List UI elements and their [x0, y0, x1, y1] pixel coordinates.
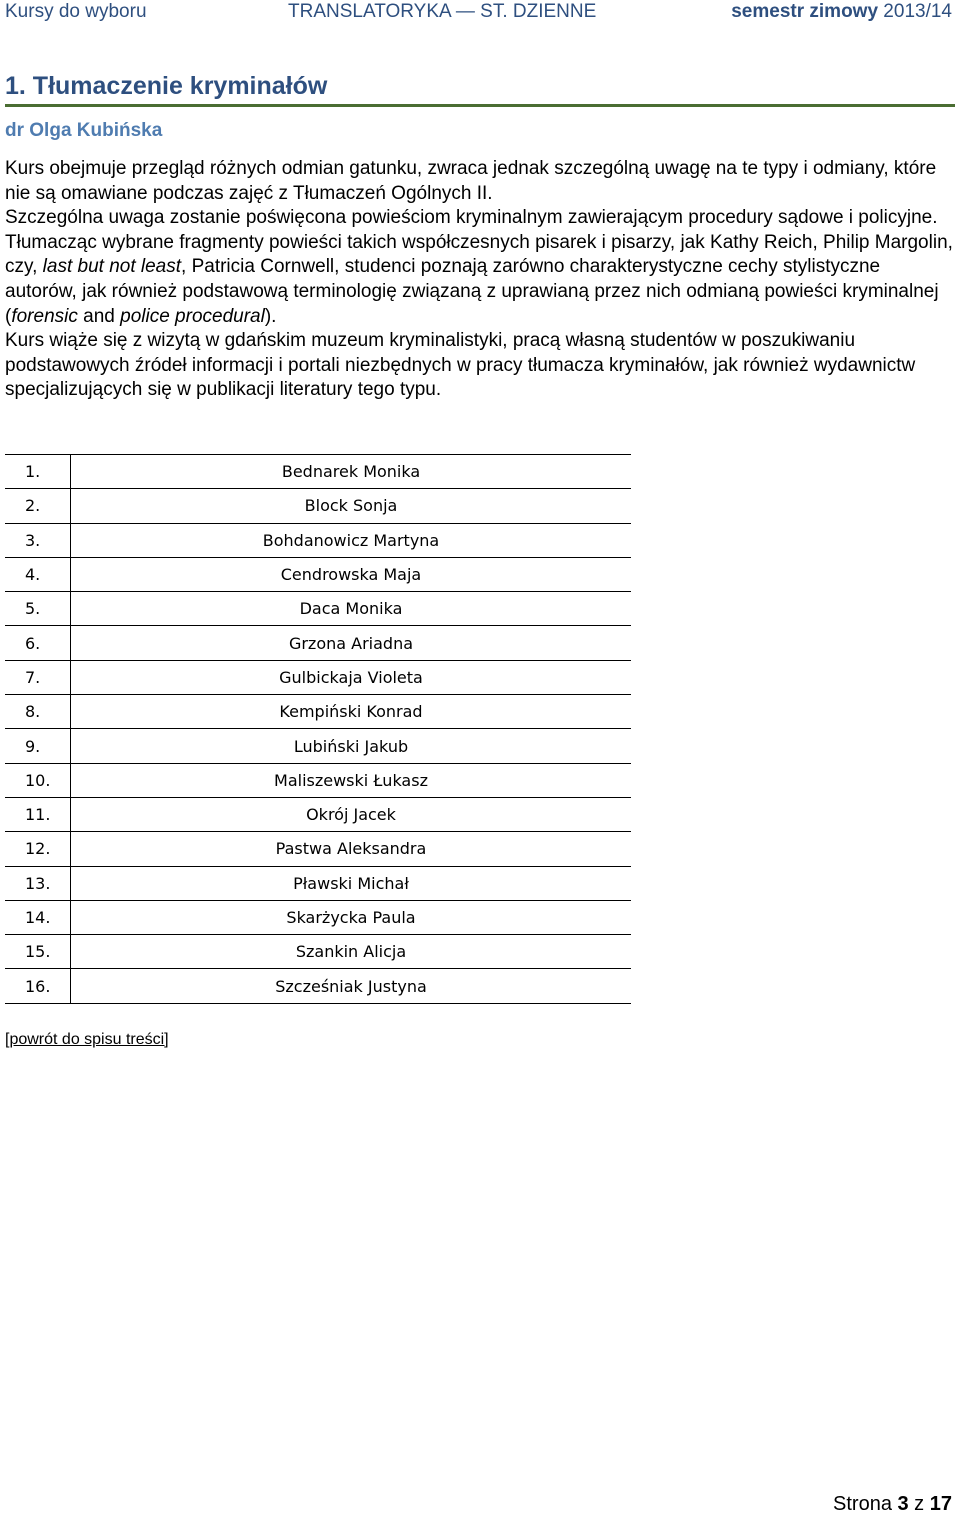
table-row — [5, 866, 631, 900]
student-number: 12. — [5, 832, 71, 866]
description-text: and — [77, 305, 121, 327]
description-text: Tłumacząc wybrane fragmenty powieści takich współczesnych pisarek i pisarzy, jak Kathy Reich, Philip Margolin, czy, — [5, 231, 953, 278]
table-row — [5, 489, 631, 523]
header-left: Kursy do wyboru — [5, 1, 147, 22]
student-name: Pławski Michał — [71, 866, 632, 900]
table-row — [5, 729, 631, 763]
student-list-table — [5, 454, 631, 1004]
footer-label: Strona — [833, 1493, 898, 1515]
student-number: 16. — [5, 969, 71, 1003]
table-row — [5, 455, 631, 489]
student-number: 4. — [5, 557, 71, 591]
student-number: 9. — [5, 729, 71, 763]
description-text: , Patricia Cornwell, studenci poznają zarówno charakterystyczne cechy stylistyczne autorów, jak również podstawową terminologię związaną z uprawianą przez nich odmianą powieści kryminalnej ( — [5, 256, 939, 327]
header-year: 2013/14 — [878, 1, 952, 22]
table-row — [5, 660, 631, 694]
student-number: 6. — [5, 626, 71, 660]
student-number: 7. — [5, 660, 71, 694]
table-row — [5, 832, 631, 866]
table-row — [5, 797, 631, 831]
table-row — [5, 557, 631, 591]
student-name: Okrój Jacek — [71, 797, 632, 831]
footer-separator: z — [908, 1493, 930, 1515]
table-row — [5, 592, 631, 626]
student-name: Bohdanowicz Martyna — [71, 523, 632, 557]
student-number: 10. — [5, 763, 71, 797]
description-text: ). — [264, 305, 277, 327]
table-row — [5, 695, 631, 729]
student-name: Szcześniak Justyna — [71, 969, 632, 1003]
header-right — [731, 1, 952, 23]
student-name: Gulbickaja Violeta — [71, 660, 632, 694]
table-row — [5, 900, 631, 934]
course-title: 1. Tłumaczenie kryminałów — [5, 72, 328, 100]
header-semester: semestr zimowy — [731, 1, 879, 22]
table-row — [5, 969, 631, 1003]
student-name: Pastwa Aleksandra — [71, 832, 632, 866]
student-number: 11. — [5, 797, 71, 831]
student-number: 14. — [5, 900, 71, 934]
student-number: 1. — [5, 455, 71, 489]
student-number: 15. — [5, 935, 71, 969]
description-paragraph-2: Szczególna uwaga zostanie poświęcona powieściom kryminalnym zawierającym procedury sądowe i policyjne. — [5, 207, 938, 229]
student-number: 13. — [5, 866, 71, 900]
student-number: 5. — [5, 592, 71, 626]
student-name: Kempiński Konrad — [71, 695, 632, 729]
description-paragraph-1: Kurs obejmuje przegląd różnych odmian gatunku, zwraca jednak szczególną uwagę na te typy i odmiany, które nie są omawiane podczas zajęć z Tłumaczeń Ogólnych II. — [5, 158, 937, 204]
student-name: Cendrowska Maja — [71, 557, 632, 591]
student-name: Skarżycka Paula — [71, 900, 632, 934]
student-name: Lubiński Jakub — [71, 729, 632, 763]
header-center: TRANSLATORYKA — ST. DZIENNE — [288, 1, 597, 22]
description-emphasis: last but not least — [42, 256, 182, 278]
description-paragraph-3 — [5, 231, 955, 329]
page-footer — [833, 1493, 952, 1516]
description-emphasis: police procedural — [120, 305, 265, 327]
student-name: Bednarek Monika — [71, 455, 632, 489]
footer-page-number: 3 — [897, 1493, 909, 1515]
student-number: 3. — [5, 523, 71, 557]
student-name: Szankin Alicja — [71, 935, 632, 969]
title-divider — [5, 104, 955, 107]
table-row — [5, 763, 631, 797]
page-header — [0, 0, 960, 26]
description-paragraph-4: Kurs wiąże się z wizytą w gdańskim muzeum kryminalistyki, pracą własną studentów w poszukiwaniu podstawowych źródeł informacji i portali niezbędnych w pracy tłumacza kryminałów, jak również wydawnictw specjalizujących się w publikacji literatury tego typu. — [5, 330, 916, 401]
footer-page-total: 17 — [929, 1493, 952, 1515]
back-to-contents-link[interactable]: [powrót do spisu treści] — [5, 1031, 169, 1048]
student-number: 8. — [5, 695, 71, 729]
student-name: Maliszewski Łukasz — [71, 763, 632, 797]
student-name: Grzona Ariadna — [71, 626, 632, 660]
student-name: Daca Monika — [71, 592, 632, 626]
description-emphasis: forensic — [11, 305, 78, 327]
table-row — [5, 935, 631, 969]
student-number: 2. — [5, 489, 71, 523]
table-row — [5, 626, 631, 660]
course-instructor: dr Olga Kubińska — [5, 120, 163, 141]
table-row — [5, 523, 631, 557]
course-description — [5, 157, 955, 403]
student-name: Block Sonja — [71, 489, 632, 523]
